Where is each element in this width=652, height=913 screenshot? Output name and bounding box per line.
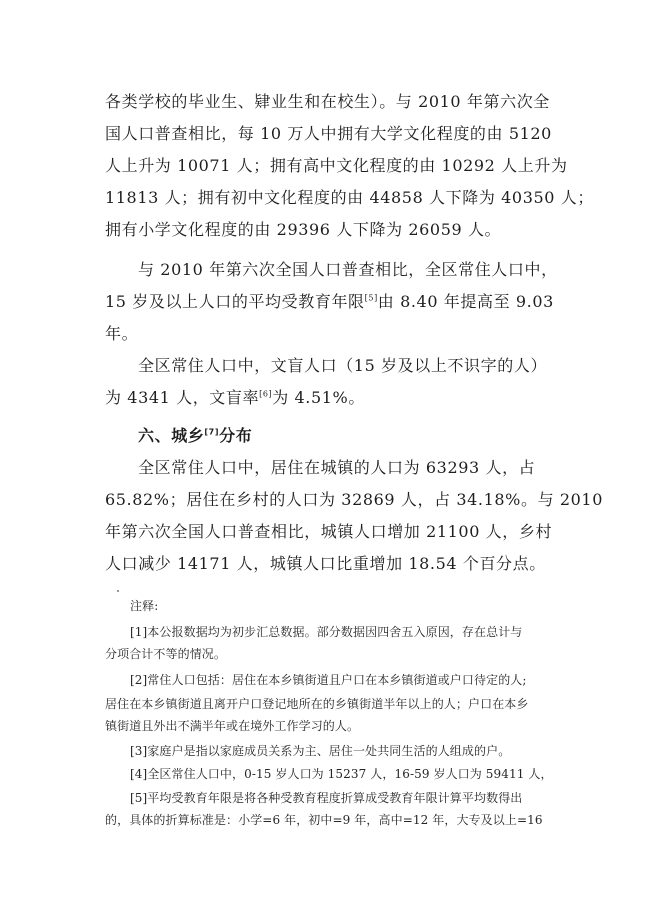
note-line: 分项合计不等的情况。 [105, 647, 227, 661]
notes-title: 注释: [130, 599, 159, 613]
paragraph-line: 各类学校的毕业生、肄业生和在校生）。与 2010 年第六次全 [105, 92, 550, 111]
paragraph-line: 人口减少 14171 人，城镇人口比重增加 18.54 个百分点。 [105, 554, 546, 573]
paragraph-line: 人上升为 10071 人；拥有高中文化程度的由 10292 人上升为 [105, 156, 568, 175]
paragraph-line: 15 岁及以上人口的平均受教育年限[5]由 8.40 年提高至 9.03 [105, 292, 554, 311]
note-line: [4]全区常住人口中，0-15 岁人口为 15237 人，16-59 岁人口为 59411 人， [130, 767, 553, 781]
paragraph-line: 65.82%；居住在乡村的人口为 32869 人，占 34.18%。与 2010 [105, 490, 603, 509]
scan-speck [117, 590, 119, 592]
paragraph-line: 年第六次全国人口普查相比，城镇人口增加 21100 人，乡村 [105, 522, 553, 541]
paragraph-line: 与 2010 年第六次全国人口普查相比，全区常住人口中， [138, 260, 558, 279]
footnote-ref[interactable]: [7] [204, 427, 220, 437]
note-line: 镇街道且外出不满半年或在境外工作学习的人。 [105, 719, 360, 733]
footnote-ref[interactable]: [6] [259, 389, 273, 399]
note-line: [3]家庭户是指以家庭成员关系为主、居住一处共同生活的人组成的户。 [130, 744, 511, 758]
section-heading: 六、城乡[7]分布 [138, 426, 253, 445]
paragraph-line: 为 4341 人，文盲率[6]为 4.51%。 [105, 388, 365, 407]
paragraph-line: 国人口普查相比，每 10 万人中拥有大学文化程度的由 5120 [105, 124, 552, 143]
paragraph-line: 年。 [105, 324, 139, 343]
footnote-ref[interactable]: [5] [364, 293, 378, 303]
note-line: [2]常住人口包括：居住在本乡镇街道且户口在本乡镇街道或户口待定的人; [130, 673, 527, 687]
paragraph-line: 11813 人；拥有初中文化程度的由 44858 人下降为 40350 人； [105, 188, 594, 207]
note-line: [5]平均受教育年限是将各种受教育程度折算成受教育年限计算平均数得出 [130, 791, 523, 805]
paragraph-line: 拥有小学文化程度的由 29396 人下降为 26059 人。 [105, 220, 502, 239]
paragraph-line: 全区常住人口中，居住在城镇的人口为 63293 人，占 [138, 458, 536, 477]
paragraph-line: 全区常住人口中，文盲人口（15 岁及以上不识字的人） [138, 356, 548, 375]
note-line: 居住在本乡镇街道且离开户口登记地所在的乡镇街道半年以上的人；户口在本乡 [105, 697, 529, 711]
note-line: [1]本公报数据均为初步汇总数据。部分数据因四舍五入原因，存在总计与 [130, 625, 523, 639]
note-line: 的，具体的折算标准是：小学=6 年，初中=9 年，高中=12 年，大专及以上=16 [105, 813, 543, 827]
